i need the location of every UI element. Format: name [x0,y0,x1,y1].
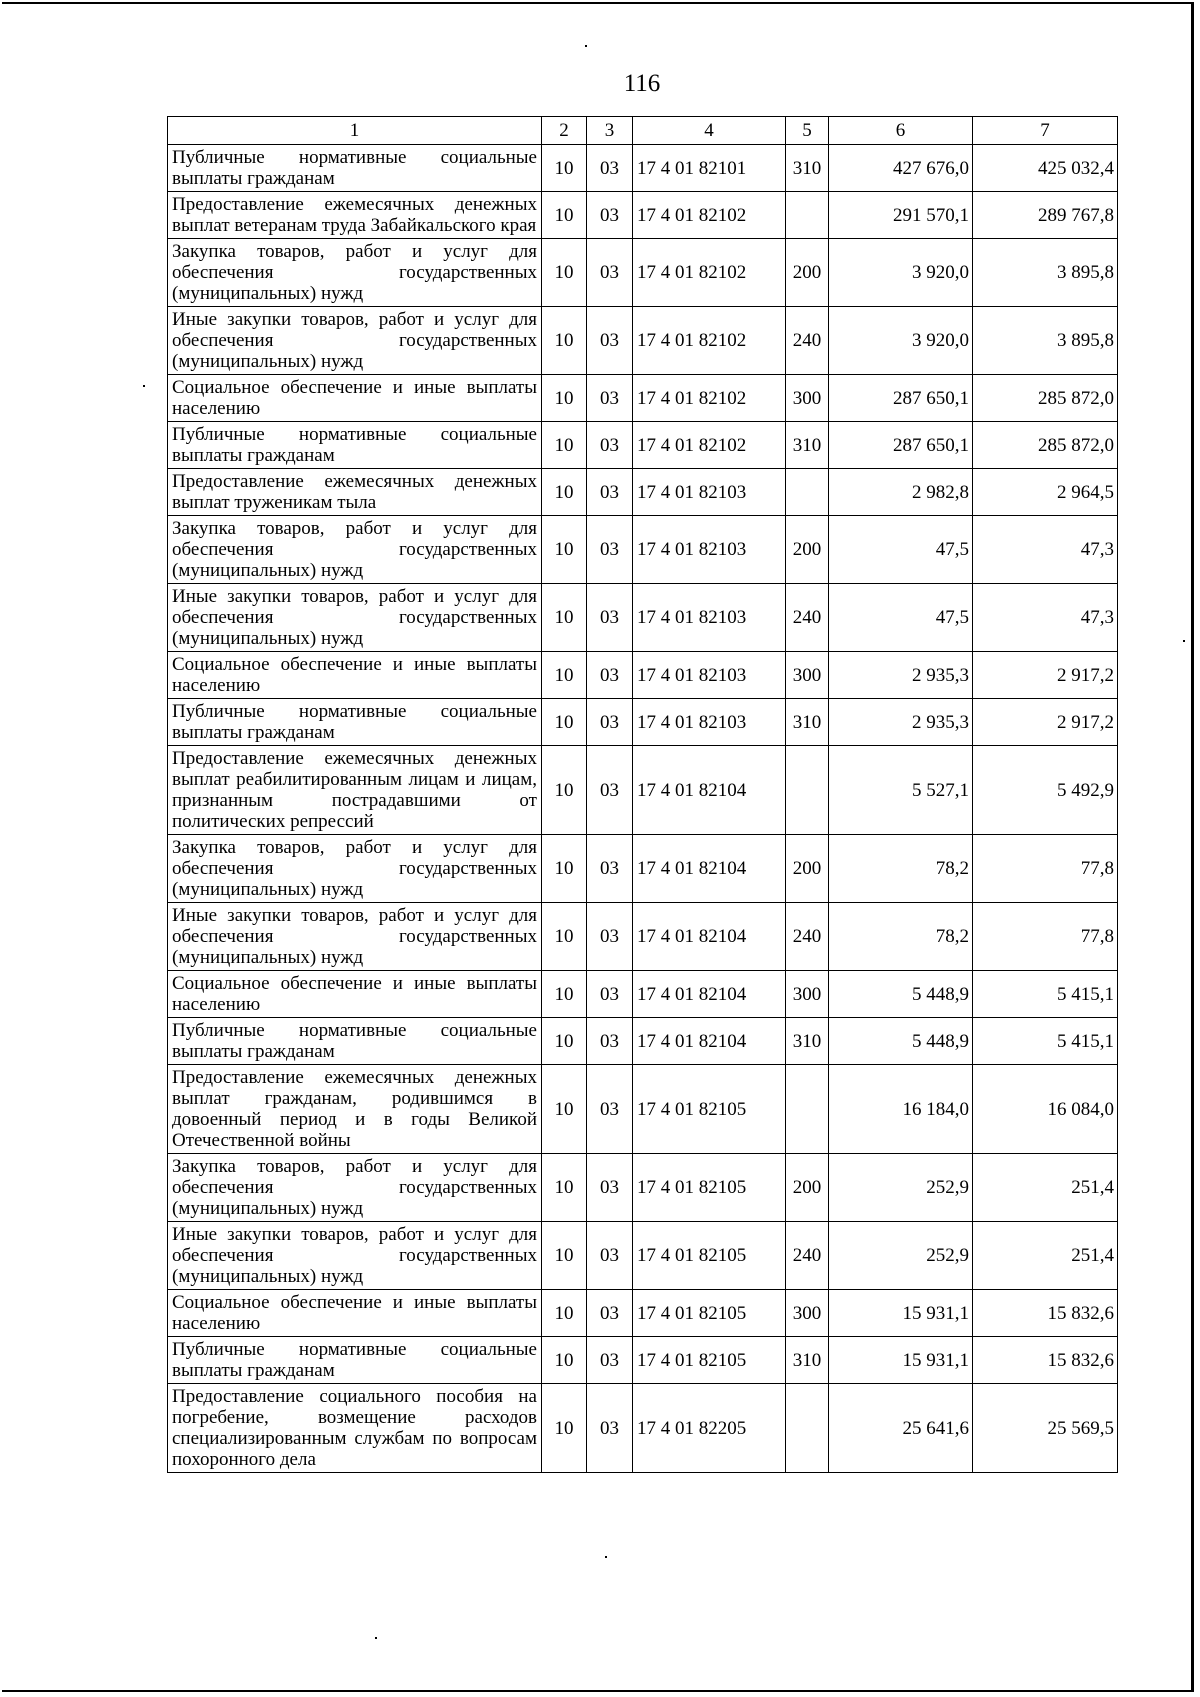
scan-speck [1183,640,1185,642]
row-subsection: 03 [587,971,633,1018]
row-amount-col7: 5 415,1 [973,971,1118,1018]
row-expense-type [786,1384,829,1473]
row-amount-col6: 2 935,3 [829,699,973,746]
page-number: 116 [623,70,661,97]
row-subsection: 03 [587,1290,633,1337]
table-row [168,239,1118,307]
scan-speck [605,1556,607,1558]
row-expense-type: 200 [786,835,829,903]
row-section: 10 [542,1384,587,1473]
row-subsection: 03 [587,746,633,835]
table-row [168,903,1118,971]
table-row [168,192,1118,239]
row-amount-col6: 5 448,9 [829,971,973,1018]
row-amount-col6: 427 676,0 [829,145,973,192]
row-name: Закупка товаров, работ и услуг для обеспечения государственных (муниципальных) нужд [168,516,542,584]
row-expense-type [786,746,829,835]
row-expense-type: 300 [786,1290,829,1337]
row-name: Публичные нормативные социальные выплаты гражданам [168,1337,542,1384]
row-expense-type: 310 [786,422,829,469]
row-section: 10 [542,1154,587,1222]
row-name: Предоставление ежемесячных денежных выплат ветеранам труда Забайкальского края [168,192,542,239]
row-amount-col7: 2 917,2 [973,652,1118,699]
row-amount-col7: 25 569,5 [973,1384,1118,1473]
row-target-code: 17 4 01 82103 [633,516,786,584]
row-expense-type: 240 [786,903,829,971]
table-row [168,1222,1118,1290]
row-target-code: 17 4 01 82105 [633,1290,786,1337]
row-subsection: 03 [587,516,633,584]
row-expense-type: 300 [786,375,829,422]
row-target-code: 17 4 01 82102 [633,239,786,307]
table-row [168,375,1118,422]
row-target-code: 17 4 01 82101 [633,145,786,192]
row-amount-col7: 16 084,0 [973,1065,1118,1154]
row-amount-col6: 47,5 [829,584,973,652]
row-subsection: 03 [587,239,633,307]
row-target-code: 17 4 01 82103 [633,699,786,746]
row-subsection: 03 [587,422,633,469]
row-name: Предоставление ежемесячных денежных выплат гражданам, родившимся в довоенный период и в годы Великой Отечественной войны [168,1065,542,1154]
row-amount-col7: 15 832,6 [973,1337,1118,1384]
row-section: 10 [542,1290,587,1337]
row-amount-col7: 2 964,5 [973,469,1118,516]
row-amount-col7: 5 415,1 [973,1018,1118,1065]
row-section: 10 [542,1222,587,1290]
row-amount-col7: 77,8 [973,835,1118,903]
row-section: 10 [542,835,587,903]
row-subsection: 03 [587,584,633,652]
header-col-4: 4 [633,117,786,145]
row-amount-col7: 289 767,8 [973,192,1118,239]
row-target-code: 17 4 01 82102 [633,422,786,469]
row-subsection: 03 [587,1018,633,1065]
row-name: Публичные нормативные социальные выплаты гражданам [168,1018,542,1065]
row-expense-type: 200 [786,516,829,584]
row-name: Иные закупки товаров, работ и услуг для обеспечения государственных (муниципальных) нужд [168,307,542,375]
row-amount-col7: 5 492,9 [973,746,1118,835]
row-section: 10 [542,1065,587,1154]
row-name: Предоставление социального пособия на погребение, возмещение расходов специализированным службам по вопросам похоронного дела [168,1384,542,1473]
row-target-code: 17 4 01 82105 [633,1154,786,1222]
row-target-code: 17 4 01 82102 [633,192,786,239]
row-amount-col6: 291 570,1 [829,192,973,239]
row-target-code: 17 4 01 82104 [633,903,786,971]
row-section: 10 [542,699,587,746]
row-target-code: 17 4 01 82103 [633,469,786,516]
row-target-code: 17 4 01 82105 [633,1222,786,1290]
row-expense-type: 310 [786,699,829,746]
row-name: Социальное обеспечение и иные выплаты населению [168,971,542,1018]
row-name: Предоставление ежемесячных денежных выплат труженикам тыла [168,469,542,516]
row-amount-col6: 252,9 [829,1222,973,1290]
table-body [168,145,1118,1473]
header-col-5: 5 [786,117,829,145]
row-amount-col7: 285 872,0 [973,422,1118,469]
table-row [168,469,1118,516]
row-target-code: 17 4 01 82102 [633,307,786,375]
row-amount-col7: 251,4 [973,1154,1118,1222]
row-subsection: 03 [587,1337,633,1384]
row-name: Закупка товаров, работ и услуг для обеспечения государственных (муниципальных) нужд [168,835,542,903]
row-expense-type: 200 [786,1154,829,1222]
row-amount-col7: 2 917,2 [973,699,1118,746]
row-amount-col7: 77,8 [973,903,1118,971]
table-row [168,1154,1118,1222]
row-expense-type: 310 [786,1337,829,1384]
row-amount-col7: 47,3 [973,516,1118,584]
header-col-6: 6 [829,117,973,145]
scan-speck [143,385,145,387]
row-amount-col6: 25 641,6 [829,1384,973,1473]
row-target-code: 17 4 01 82104 [633,1018,786,1065]
row-amount-col6: 47,5 [829,516,973,584]
row-expense-type [786,469,829,516]
row-amount-col6: 5 448,9 [829,1018,973,1065]
row-subsection: 03 [587,903,633,971]
row-amount-col6: 3 920,0 [829,307,973,375]
budget-table [167,116,1118,1473]
row-section: 10 [542,1018,587,1065]
row-name: Социальное обеспечение и иные выплаты населению [168,652,542,699]
row-amount-col6: 16 184,0 [829,1065,973,1154]
row-name: Закупка товаров, работ и услуг для обеспечения государственных (муниципальных) нужд [168,239,542,307]
table-row [168,971,1118,1018]
row-amount-col6: 2 982,8 [829,469,973,516]
row-section: 10 [542,192,587,239]
header-col-3: 3 [587,117,633,145]
row-expense-type: 310 [786,1018,829,1065]
row-expense-type: 300 [786,971,829,1018]
row-amount-col7: 285 872,0 [973,375,1118,422]
row-subsection: 03 [587,1065,633,1154]
table-row [168,652,1118,699]
row-section: 10 [542,903,587,971]
row-subsection: 03 [587,652,633,699]
row-section: 10 [542,469,587,516]
row-section: 10 [542,971,587,1018]
row-amount-col6: 78,2 [829,835,973,903]
row-name: Публичные нормативные социальные выплаты гражданам [168,699,542,746]
row-expense-type: 300 [786,652,829,699]
row-section: 10 [542,516,587,584]
row-target-code: 17 4 01 82105 [633,1337,786,1384]
row-name: Иные закупки товаров, работ и услуг для обеспечения государственных (муниципальных) нужд [168,1222,542,1290]
header-col-2: 2 [542,117,587,145]
row-section: 10 [542,652,587,699]
row-name: Публичные нормативные социальные выплаты гражданам [168,422,542,469]
table-row [168,1384,1118,1473]
row-name: Иные закупки товаров, работ и услуг для обеспечения государственных (муниципальных) нужд [168,584,542,652]
row-amount-col6: 3 920,0 [829,239,973,307]
row-target-code: 17 4 01 82205 [633,1384,786,1473]
row-section: 10 [542,239,587,307]
row-section: 10 [542,307,587,375]
row-target-code: 17 4 01 82103 [633,652,786,699]
row-target-code: 17 4 01 82103 [633,584,786,652]
row-target-code: 17 4 01 82105 [633,1065,786,1154]
table-row [168,1337,1118,1384]
row-section: 10 [542,422,587,469]
row-amount-col6: 252,9 [829,1154,973,1222]
scan-speck [375,1637,377,1639]
row-name: Публичные нормативные социальные выплаты гражданам [168,145,542,192]
row-amount-col7: 47,3 [973,584,1118,652]
row-subsection: 03 [587,145,633,192]
table-row [168,584,1118,652]
row-expense-type: 310 [786,145,829,192]
row-subsection: 03 [587,1154,633,1222]
row-expense-type: 240 [786,584,829,652]
row-amount-col7: 425 032,4 [973,145,1118,192]
table-row [168,746,1118,835]
row-amount-col6: 15 931,1 [829,1337,973,1384]
row-amount-col6: 287 650,1 [829,422,973,469]
table-row [168,516,1118,584]
row-name: Предоставление ежемесячных денежных выплат реабилитированным лицам и лицам, признанным пострадавшими от политических репрессий [168,746,542,835]
row-section: 10 [542,584,587,652]
table-row [168,145,1118,192]
row-section: 10 [542,145,587,192]
row-subsection: 03 [587,192,633,239]
row-target-code: 17 4 01 82104 [633,835,786,903]
row-name: Иные закупки товаров, работ и услуг для обеспечения государственных (муниципальных) нужд [168,903,542,971]
header-row [168,117,1118,145]
row-amount-col6: 5 527,1 [829,746,973,835]
row-expense-type: 240 [786,1222,829,1290]
row-amount-col7: 251,4 [973,1222,1118,1290]
table-row [168,1018,1118,1065]
table-row [168,307,1118,375]
row-amount-col6: 78,2 [829,903,973,971]
row-expense-type: 200 [786,239,829,307]
header-col-7: 7 [973,117,1118,145]
table-row [168,1065,1118,1154]
row-amount-col7: 3 895,8 [973,239,1118,307]
table-row [168,835,1118,903]
row-subsection: 03 [587,469,633,516]
row-subsection: 03 [587,375,633,422]
row-amount-col6: 287 650,1 [829,375,973,422]
header-col-1: 1 [168,117,542,145]
row-subsection: 03 [587,1222,633,1290]
scan-speck [585,45,587,47]
row-section: 10 [542,1337,587,1384]
table-row [168,1290,1118,1337]
row-subsection: 03 [587,307,633,375]
row-subsection: 03 [587,835,633,903]
row-amount-col7: 15 832,6 [973,1290,1118,1337]
row-subsection: 03 [587,699,633,746]
table-row [168,422,1118,469]
row-target-code: 17 4 01 82102 [633,375,786,422]
row-expense-type [786,192,829,239]
row-expense-type: 240 [786,307,829,375]
row-amount-col6: 15 931,1 [829,1290,973,1337]
row-expense-type [786,1065,829,1154]
row-name: Закупка товаров, работ и услуг для обеспечения государственных (муниципальных) нужд [168,1154,542,1222]
table-row [168,699,1118,746]
row-section: 10 [542,746,587,835]
row-name: Социальное обеспечение и иные выплаты населению [168,375,542,422]
row-amount-col7: 3 895,8 [973,307,1118,375]
row-target-code: 17 4 01 82104 [633,746,786,835]
row-amount-col6: 2 935,3 [829,652,973,699]
row-section: 10 [542,375,587,422]
row-name: Социальное обеспечение и иные выплаты населению [168,1290,542,1337]
row-target-code: 17 4 01 82104 [633,971,786,1018]
row-subsection: 03 [587,1384,633,1473]
